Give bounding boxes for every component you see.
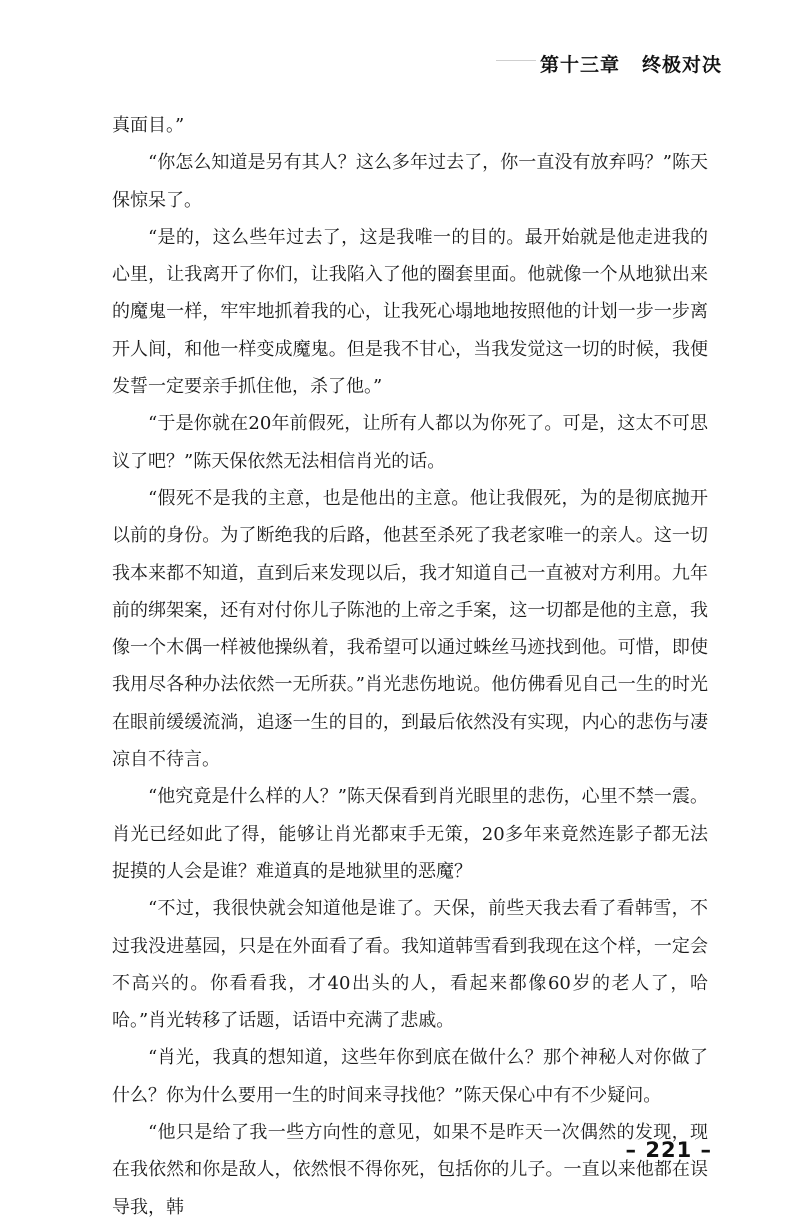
paragraph: “肖光，我真的想知道，这些年你到底在做什么？那个神秘人对你做了什么？你为什么要用一生的时间来寻找他？”陈天保心中有不少疑问。 [112, 1047, 708, 1106]
paragraph: “你怎么知道是另有其人？这么多年过去了，你一直没有放弃吗？”陈天保惊呆了。 [112, 152, 708, 211]
paragraph: “他只是给了我一些方向性的意见，如果不是昨天一次偶然的发现，现在我依然和你是敌人，依然恨不得你死，包括你的儿子。一直以来他都在误导我，韩 [112, 1122, 708, 1218]
paragraph: “不过，我很快就会知道他是谁了。天保，前些天我去看了看韩雪，不过我没进墓园，只是在外面看了看。我知道韩雪看到我现在这个样，一定会不高兴的。你看看我，才40出头的人，看起来都像60岁的老人了，哈哈。”肖光转移了话题，话语中充满了悲戚。 [112, 898, 708, 1032]
paragraph: “他究竟是什么样的人？”陈天保看到肖光眼里的悲伤，心里不禁一震。肖光已经如此了得，能够让肖光都束手无策，20多年来竟然连影子都无法捉摸的人会是谁？难道真的是地狱里的恶魔？ [112, 786, 708, 882]
paragraph: “于是你就在20年前假死，让所有人都以为你死了。可是，这太不可思议了吧？”陈天保依然无法相信肖光的话。 [112, 413, 708, 472]
running-header [540, 50, 722, 77]
paragraph: “假死不是我的主意，也是他出的主意。他让我假死，为的是彻底抛开以前的身份。为了断绝我的后路，他甚至杀死了我老家唯一的亲人。这一切我本来都不知道，直到后来发现以后，我才知道自己一直被对方利用。九年前的绑架案，还有对付你儿子陈池的上帝之手案，这一切都是他的主意，我像一个木偶一样被他操纵着，我希望可以通过蛛丝马迹找到他。可惜，即使我用尽各种办法依然一无所获。”肖光悲伤地说。他仿佛看见自己一生的时光在眼前缓缓流淌，追逐一生的目的，到最后依然没有实现，内心的悲伤与凄凉自不待言。 [112, 487, 708, 771]
page-number: – 221 – [625, 1138, 712, 1162]
paragraph-continued: 真面目。” [112, 115, 185, 136]
body-text [112, 107, 708, 1226]
chapter-number: 第十三章 [539, 54, 620, 76]
paragraph: “是的，这么些年过去了，这是我唯一的目的。最开始就是他走进我的心里，让我离开了你们，让我陷入了他的圈套里面。他就像一个从地狱出来的魔鬼一样，牢牢地抓着我的心，让我死心塌地地按照他的计划一步一步离开人间，和他一样变成魔鬼。但是我不甘心，当我发觉这一切的时候，我便发誓一定要亲手抓住他，杀了他。” [112, 226, 708, 398]
chapter-title: 终极对决 [641, 54, 722, 76]
header-rule [496, 60, 536, 61]
